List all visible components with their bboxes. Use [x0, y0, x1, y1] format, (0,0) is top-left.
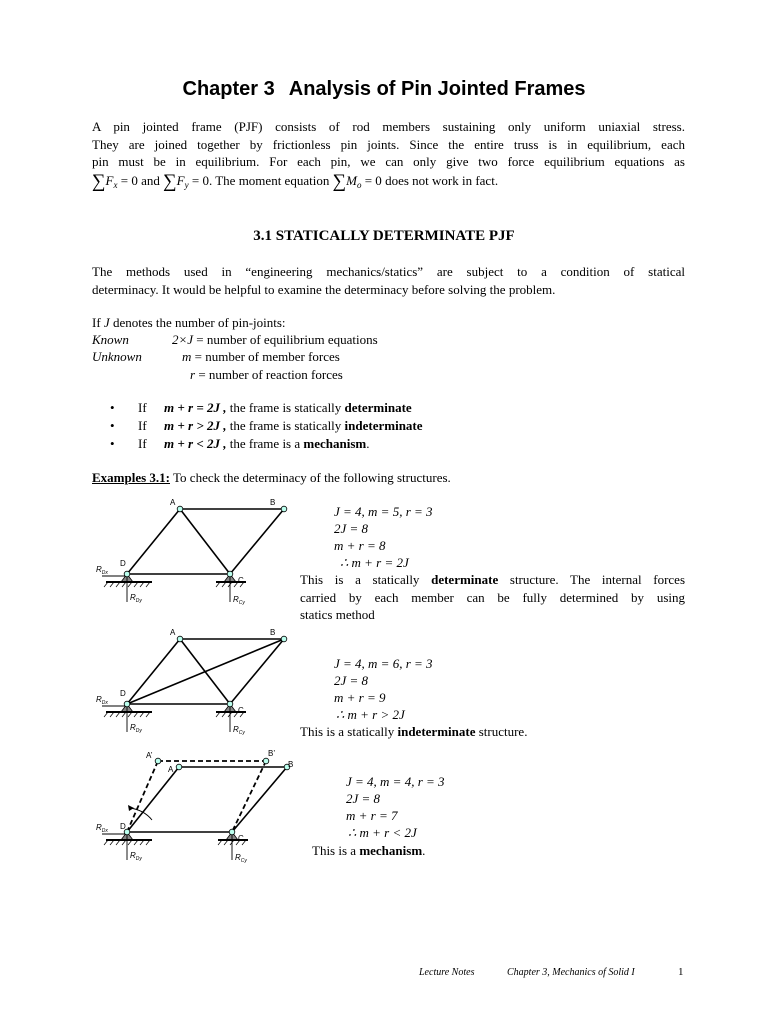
bullet-list: [110, 399, 423, 453]
label-a: A: [170, 628, 176, 637]
bullet-emph: mechanism: [303, 436, 367, 451]
reaction-desc: [190, 366, 343, 384]
bullet-emph: determinate: [344, 400, 412, 415]
label-c: C: [238, 706, 244, 715]
examples-label: Examples 3.1:: [92, 470, 170, 485]
ex1-conclusion: [300, 571, 685, 624]
eq-fx-sub: x: [113, 179, 118, 190]
eq-and: and: [137, 172, 164, 188]
ex1-line-4: ∴ m + r = 2J: [340, 555, 409, 570]
sum-icon: ∑: [332, 170, 347, 192]
bullet-icon: •: [110, 400, 115, 415]
bullet-end: .: [366, 436, 370, 451]
ex3-line-3: m + r = 7: [346, 808, 398, 823]
label-rcy: $R_{Cy}$: [233, 595, 245, 606]
bullet-cond: m + r > 2J ,: [164, 418, 227, 433]
eq-fx-rhs: = 0: [117, 172, 138, 188]
label-rdy: $R_{Dy}$: [130, 723, 142, 734]
known-expr: 2×J: [172, 332, 194, 347]
eq-m: M: [346, 172, 357, 188]
bullet-item: [110, 435, 423, 453]
bullet-if: If: [138, 400, 147, 415]
label-c: C: [238, 834, 244, 843]
bullet-icon: •: [110, 418, 115, 433]
page-number: 1: [678, 966, 684, 978]
eq-fx: F: [105, 172, 114, 188]
label-d: D: [120, 822, 126, 831]
eq-m-rhs: = 0: [361, 172, 382, 188]
intro-line-3: pin must be in equilibrium. For each pin, we can only give two force equilibrium equations as: [92, 154, 685, 169]
label-rdy: $R_{Dy}$: [130, 593, 142, 604]
label-d: D: [120, 559, 126, 568]
footer-chapter: Chapter 3, Mechanics of Solid I: [507, 967, 635, 978]
label-b-prime: B’: [268, 749, 276, 758]
ex1-concl-3: statics method: [300, 607, 375, 622]
bullet-cond: m + r = 2J ,: [164, 400, 227, 415]
ex1-concl-2: carried by each member can be fully determined by using: [300, 589, 685, 605]
label-a: A: [168, 765, 174, 774]
def-suffix: denotes the number of pin-joints:: [109, 315, 286, 330]
known-desc: [172, 331, 378, 349]
intro-paragraph: [92, 118, 685, 194]
ex3-conclusion: This is a mechanism.: [312, 843, 426, 858]
label-a: A: [170, 498, 176, 507]
reaction-r: r: [190, 367, 196, 382]
label-rcy: $R_{Cy}$: [233, 725, 245, 736]
ex2-line-3: m + r = 9: [334, 690, 386, 705]
label-b: B: [288, 760, 294, 769]
truss-diagram-1: [92, 494, 302, 612]
ex3-line-1: J = 4, m = 4, r = 3: [346, 774, 445, 789]
ex3-line-4: ∴ m + r < 2J: [348, 825, 417, 840]
ex2-conclusion: This is a statically indeterminate structure.: [300, 724, 528, 739]
reaction-text: = number of reaction forces: [195, 367, 343, 382]
truss-diagram-2: [92, 624, 302, 742]
eq-fy: F: [176, 172, 185, 188]
unknown-label: Unknown: [92, 349, 142, 364]
bullet-icon: •: [110, 436, 115, 451]
ex1-concl-1: This is a statically determinate structure. The internal forces: [300, 572, 686, 587]
sum-icon: ∑: [92, 170, 106, 192]
bullet-cond: m + r < 2J ,: [164, 436, 227, 451]
examples-text: To check the determinacy of the following structures.: [170, 470, 451, 485]
eq-fy-sub: y: [184, 179, 189, 190]
moment-text: . The moment equation: [208, 172, 333, 188]
label-c: C: [238, 576, 244, 585]
mechanism-diagram-3: [92, 748, 307, 870]
def-j: J: [103, 315, 110, 330]
known-label: Known: [92, 332, 129, 347]
label-rdx: $R_{Dx}$: [96, 823, 108, 834]
chapter-title: [0, 78, 768, 101]
label-a-prime: A’: [146, 751, 153, 760]
intro-line-2: They are joined together by frictionless pin joints. Since the entire truss is in equilibrium, each: [92, 136, 685, 152]
unknown-m: m: [182, 349, 192, 364]
sum-icon: ∑: [163, 170, 177, 192]
ex1-line-1: J = 4, m = 5, r = 3: [334, 504, 433, 519]
ex1-line-2: 2J = 8: [334, 521, 369, 536]
label-b: B: [270, 628, 276, 637]
definition-intro: [92, 314, 286, 332]
bullet-if: If: [138, 436, 147, 451]
examples-heading: [92, 469, 451, 487]
chapter-label: Chapter 3: [182, 78, 275, 100]
label-b: B: [270, 498, 276, 507]
label-rdx: $R_{Dx}$: [96, 565, 108, 576]
ex2-line-4: ∴ m + r > 2J: [336, 707, 405, 722]
label-rdx: $R_{Dx}$: [96, 695, 108, 706]
pin-support-d: [102, 574, 152, 602]
label-rdy: $R_{Dy}$: [130, 851, 142, 862]
member-bc: [230, 509, 284, 574]
section-line-2: determinacy. It would be helpful to examine the determinacy before solving the problem.: [92, 281, 556, 297]
ex3-line-2: 2J = 8: [346, 791, 381, 806]
eq-fy-rhs: = 0: [188, 172, 209, 188]
bullet-text: the frame is statically: [226, 400, 345, 415]
unknown-desc: [182, 348, 340, 366]
member-ac: [180, 509, 230, 574]
unknown-m-text: = number of member forces: [191, 349, 340, 364]
intro-line-4: [92, 172, 685, 195]
member-da: [127, 509, 180, 574]
label-rcy: $R_{Cy}$: [235, 853, 247, 864]
section-paragraph: [92, 263, 685, 298]
bullet-text: the frame is a: [226, 436, 304, 451]
ex2-line-2: 2J = 8: [334, 673, 369, 688]
intro-line-1: A pin jointed frame (PJF) consists of rod members sustaining only uniform uniaxial stress.: [92, 119, 685, 134]
eq-m-sub: o: [356, 179, 362, 190]
chapter-name: Analysis of Pin Jointed Frames: [288, 78, 586, 100]
section-heading: 3.1 STATICALLY DETERMINATE PJF: [253, 228, 515, 244]
ex2-line-1: J = 4, m = 6, r = 3: [334, 656, 433, 671]
bullet-if: If: [138, 418, 147, 433]
bullet-item: [110, 417, 423, 435]
def-if: If: [92, 315, 104, 330]
bullet-emph: indeterminate: [344, 418, 423, 433]
ex1-line-3: m + r = 8: [334, 538, 386, 553]
intro-tail: does not work in fact.: [381, 172, 499, 188]
section-line-1: The methods used in “engineering mechanics/statics” are subject to a condition of statical: [92, 264, 685, 279]
footer-lecture-notes: Lecture Notes: [419, 967, 475, 978]
bullet-text: the frame is statically: [226, 418, 345, 433]
known-text: = number of equilibrium equations: [193, 332, 378, 347]
bullet-item: [110, 399, 423, 417]
label-d: D: [120, 689, 126, 698]
